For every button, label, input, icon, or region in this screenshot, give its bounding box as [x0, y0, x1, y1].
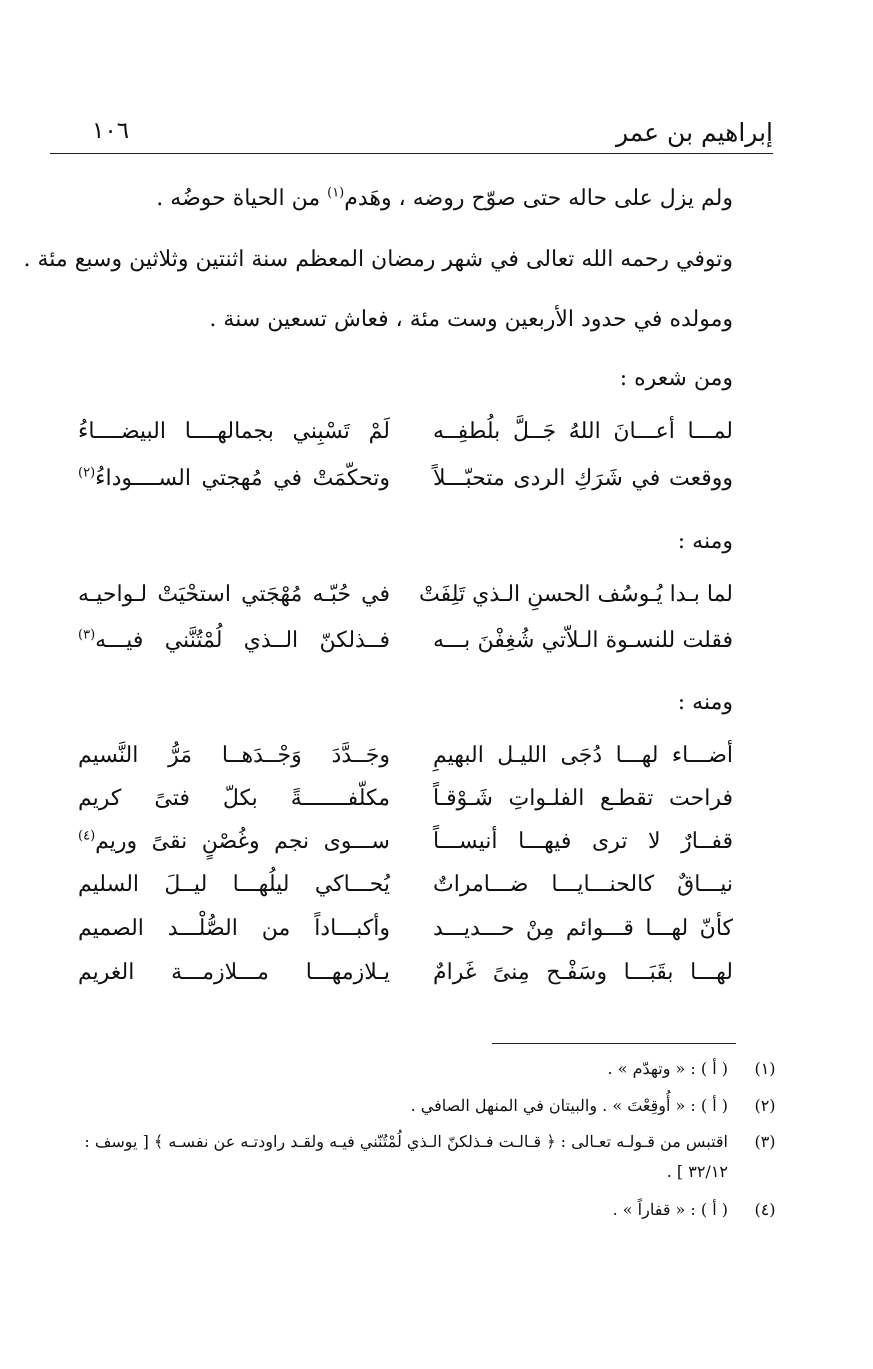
- prose-text: من الحياة حوضُه .: [156, 186, 328, 211]
- footnote: [45, 1054, 783, 1084]
- verse-first-hemistich: أضـــاء لهـــا دُجَى الليـل البهيمِ: [433, 743, 733, 768]
- footnote-ref: (٤): [78, 828, 96, 844]
- prose-line-birth: ومولده في حدود الأربعين وست مئة ، فعاش تسعين سنة .: [209, 307, 733, 332]
- verse-line: [78, 628, 733, 668]
- verse-text: وتحكّمَتْ في مُهجتي الســــوداءُ: [95, 466, 390, 491]
- verse-second-hemistich: لَمْ تَسْبِني بجمالهــــا البيضــــاءُ: [78, 419, 390, 444]
- verse-second-hemistich: يُحـــاكي ليلُهـــا ليــلَ السليم: [78, 872, 390, 897]
- footnote-text: اقتبس من قـولـه تعـالى : ﴿ قـالـت فـذلكنّ الـذي لُمْتُنّني فيـه ولقـد راودتـه عن نفسـه ﴾ [ يوسف : ٣٢/١٢ ] .: [84, 1132, 728, 1181]
- verse-second-hemistich: [78, 829, 390, 854]
- verse-first-hemistich: نيـــاقٌ كالحنـــايـــا ضـــامراتٌ: [433, 872, 733, 897]
- verse-line: [78, 960, 733, 1000]
- verse-text: فــذلكنّ الــذي لُمْتُنَّني فيـــه: [95, 628, 390, 653]
- running-title: إبراهيم بن عمر: [615, 118, 773, 147]
- footnote-text: ( أ ) : « وتهدّم » .: [607, 1059, 728, 1078]
- verse-line: [78, 786, 733, 826]
- verse-line: [78, 582, 733, 622]
- verse-second-hemistich: [78, 628, 390, 653]
- verse-line: [78, 916, 733, 956]
- page-number: ١٠٦: [92, 118, 130, 144]
- prose-text: ولم يزل على حاله حتى صوّح روضه ، وهَدم: [344, 186, 733, 211]
- verse-second-hemistich: مكلّفـــــــةً بكلّ فتىً كريم: [78, 786, 390, 811]
- footnote-ref: (١): [327, 185, 345, 201]
- verse-first-hemistich: ووقعت في شَرَكِ الردى متحبّـــلاً: [433, 466, 733, 491]
- verse-first-hemistich: لمـــا أعـــانَ اللهُ جَــلَّ بلُطفِــه: [433, 419, 733, 444]
- verse-first-hemistich: لما بـدا يُـوسُف الحسنِ الـذي تَلِفَتْ: [418, 582, 733, 607]
- verse-line: [78, 743, 733, 783]
- footnote: [45, 1127, 783, 1187]
- poem-intro: ومنه :: [677, 529, 733, 554]
- verse-first-hemistich: لهـــا بقَبَـــا وسَفْـح مِنىً غَرامٌ: [433, 960, 733, 985]
- verse-second-hemistich: يـلازمهـــا مـــلازمـــة الغريم: [78, 960, 390, 985]
- header-rule: [50, 153, 773, 154]
- footnote-number: (١): [754, 1059, 776, 1078]
- verse-first-hemistich: كأنّ لهـــا قـــوائم مِنْ حـــديـــد: [433, 916, 733, 941]
- verse-first-hemistich: فقلت للنسـوة الـلاّتي شُغِفْنَ بـــه: [433, 628, 733, 653]
- footnote-number: (٤): [754, 1200, 776, 1219]
- footnote-ref: (٢): [78, 465, 96, 481]
- poem-intro: ومن شعره :: [619, 366, 733, 391]
- verse-first-hemistich: قفــارٌ لا ترى فيهـــا أنيســـاً: [433, 829, 733, 854]
- verse-first-hemistich: فراحت تقطـع الفلـواتِ شَـوْقـاً: [433, 786, 733, 811]
- footnote-ref: (٣): [78, 627, 96, 643]
- verse-second-hemistich: [78, 466, 390, 491]
- footnote-number: (٢): [754, 1096, 776, 1115]
- footnote-text: ( أ ) : « أُوقِعْتَ » . والبيتان في المنهل الصافي .: [410, 1096, 728, 1115]
- footnote: [45, 1195, 783, 1225]
- footnote-text: ( أ ) : « قفاراً » .: [612, 1200, 728, 1219]
- running-head: [50, 118, 773, 152]
- footnotes-rule: [492, 1043, 736, 1044]
- verse-second-hemistich: في حُبّـه مُهْجَتي استحْيَتْ لـواحيـه: [78, 582, 390, 607]
- verse-line: [78, 829, 733, 869]
- verse-text: ســـوى نجم وغُصْنٍ نقىً وريم: [95, 829, 390, 854]
- verse-second-hemistich: وجَــدَّدَ وَجْــدَهــا مَرُّ النَّسيم: [78, 743, 390, 768]
- verse-second-hemistich: وأكبـــاداً من الصُّلْـــد الصميم: [78, 916, 390, 941]
- prose-line-death-description: [156, 186, 733, 211]
- verse-line: [78, 419, 733, 459]
- verse-line: [78, 466, 733, 506]
- prose-line-death-date: وتوفي رحمه الله تعالى في شهر رمضان المعظم سنة اثنتين وثلاثين وسبع مئة .: [23, 247, 733, 272]
- poem-intro: ومنه :: [677, 690, 733, 715]
- verse-line: [78, 872, 733, 912]
- footnote: [45, 1091, 783, 1121]
- footnote-number: (٣): [754, 1132, 776, 1151]
